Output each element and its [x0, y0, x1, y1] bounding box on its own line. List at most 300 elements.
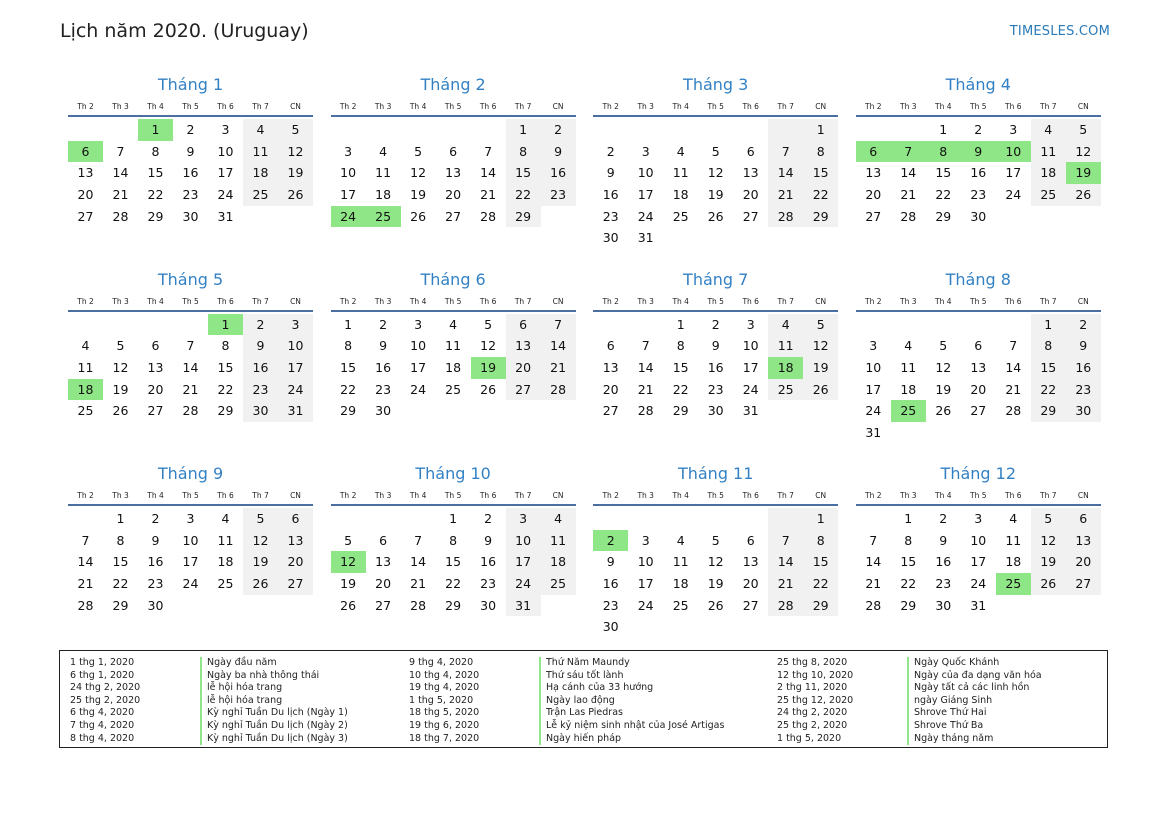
day-cell: 16: [480, 554, 497, 570]
empty-day-cell: [856, 314, 891, 336]
day-cell: 30: [1066, 400, 1101, 422]
months-grid: [68, 73, 1101, 657]
day-cell: 27: [865, 208, 882, 224]
day-cell: 20: [77, 187, 94, 203]
day-cell: 25: [243, 184, 278, 206]
day-cell: 24: [182, 576, 199, 592]
day-cell: 10: [182, 532, 199, 548]
empty-day-cell: [628, 508, 663, 530]
day-cell: 28: [480, 208, 497, 224]
day-cell: 27: [77, 208, 94, 224]
day-cell: 3: [506, 508, 541, 530]
day-cell: 12: [1066, 141, 1101, 163]
weekday-label: Th 5: [707, 491, 724, 500]
weekday-label: Th 6: [479, 102, 497, 111]
day-cell: 25: [217, 576, 234, 592]
day-cell: 31: [970, 597, 987, 613]
day-cell: 28: [410, 597, 427, 613]
legend-row: [777, 657, 1042, 670]
day-cell: 17: [506, 551, 541, 573]
empty-day-cell: [103, 119, 138, 141]
day-cell: 7: [869, 532, 878, 548]
day-cell: 1: [1031, 314, 1066, 336]
day-cell: 9: [484, 532, 493, 548]
weekday-label: Th 3: [900, 491, 917, 500]
day-cell: 21: [541, 357, 576, 379]
day-cell: 18: [672, 187, 689, 203]
day-cell: 15: [900, 554, 917, 570]
day-cell: 28: [768, 595, 803, 617]
holiday-day-cell: 1: [138, 119, 173, 141]
holiday-name: Ngày lao động: [539, 695, 615, 708]
site-link[interactable]: TIMESLES.COM: [1009, 24, 1110, 39]
day-cell: 5: [116, 338, 125, 354]
day-cell: 23: [480, 576, 497, 592]
weekday-label: Th 6: [742, 296, 759, 306]
month-calendar: [593, 462, 838, 657]
day-cell: 21: [900, 187, 917, 203]
header-divider: [856, 115, 1101, 117]
day-cell: 10: [278, 335, 313, 357]
legend-row: [409, 670, 724, 683]
holiday-date: 1 thg 5, 2020: [777, 732, 842, 744]
day-grid: [68, 508, 313, 616]
day-cell: 7: [1009, 338, 1018, 354]
day-cell: 30: [243, 400, 278, 422]
day-cell: 19: [935, 381, 952, 397]
legend-row: [70, 720, 348, 733]
day-cell: 21: [865, 576, 882, 592]
holiday-name: Shrove Thứ Hai: [907, 707, 987, 720]
empty-day-cell: [856, 119, 891, 141]
weekday-label: Th 3: [374, 296, 392, 306]
day-cell: 17: [278, 357, 313, 379]
day-cell: 28: [637, 403, 654, 419]
empty-day-cell: [628, 119, 663, 141]
weekday-label: Th 4: [935, 102, 952, 111]
empty-day-cell: [68, 508, 103, 530]
day-cell: 14: [768, 551, 803, 573]
holiday-day-cell: 24: [331, 206, 366, 228]
header-divider: [593, 115, 838, 117]
weekday-label: Th 6: [479, 491, 497, 500]
day-cell: 15: [147, 165, 164, 181]
weekday-label: Th 3: [900, 102, 917, 111]
day-cell: 2: [243, 314, 278, 336]
holiday-date: 25 thg 2, 2020: [70, 694, 141, 706]
day-cell: 15: [340, 359, 357, 375]
day-cell: 2: [186, 122, 195, 137]
day-cell: 26: [935, 403, 952, 419]
empty-day-cell: [961, 314, 996, 336]
weekday-label: Th 3: [637, 102, 654, 111]
day-cell: 4: [676, 143, 685, 159]
month-name: Tháng 1: [157, 75, 224, 94]
day-cell: 12: [1031, 530, 1066, 552]
weekday-label: CN: [290, 491, 301, 500]
day-cell: 26: [803, 379, 838, 401]
holiday-name: Trận Las Piedras: [539, 707, 623, 720]
weekday-label: Th 2: [77, 296, 94, 306]
holiday-name: Lễ kỷ niệm sinh nhật của José Artigas: [539, 720, 724, 733]
weekday-label: Th 3: [900, 296, 917, 306]
legend-row: [70, 707, 348, 720]
day-cell: 17: [217, 165, 234, 181]
day-cell: 21: [410, 576, 427, 592]
day-cell: 6: [449, 143, 458, 159]
legend-row: [409, 682, 724, 695]
day-cell: 23: [375, 381, 392, 397]
weekday-label: CN: [1077, 296, 1089, 306]
weekday-label: Th 7: [777, 491, 794, 500]
day-cell: 22: [340, 381, 357, 397]
day-cell: 16: [541, 162, 576, 184]
weekday-label: Th 4: [672, 296, 689, 306]
holiday-name: Shrove Thứ Ba: [907, 720, 983, 733]
weekday-label: Th 2: [602, 491, 619, 500]
day-cell: 28: [182, 403, 199, 419]
empty-day-cell: [103, 314, 138, 336]
day-cell: 15: [112, 554, 129, 570]
weekday-label: Th 7: [514, 491, 532, 500]
day-grid: [68, 119, 313, 227]
day-cell: 29: [112, 597, 129, 613]
day-cell: 14: [182, 359, 199, 375]
weekday-header: [856, 99, 1101, 114]
day-cell: 1: [344, 316, 353, 332]
day-cell: 25: [768, 379, 803, 401]
weekday-label: Th 3: [637, 296, 654, 306]
day-cell: 19: [278, 162, 313, 184]
day-cell: 12: [707, 165, 724, 181]
day-cell: 24: [217, 187, 234, 203]
holiday-day-cell: 19: [1066, 162, 1101, 184]
day-cell: 18: [375, 187, 392, 203]
day-cell: 6: [506, 314, 541, 336]
day-cell: 23: [970, 187, 987, 203]
holiday-date: 10 thg 4, 2020: [409, 669, 480, 681]
day-cell: 9: [606, 554, 615, 570]
day-cell: 27: [742, 208, 759, 224]
day-cell: 23: [602, 208, 619, 224]
weekday-header: [593, 294, 838, 309]
day-cell: 18: [217, 554, 234, 570]
day-cell: 16: [182, 165, 199, 181]
day-cell: 6: [278, 508, 313, 530]
weekday-label: Th 4: [935, 296, 952, 306]
day-cell: 25: [541, 573, 576, 595]
holiday-name: Ngày tất cả các linh hồn: [907, 682, 1029, 695]
day-grid: [856, 508, 1101, 616]
empty-day-cell: [698, 508, 733, 530]
day-cell: 31: [278, 400, 313, 422]
day-cell: 12: [243, 530, 278, 552]
day-cell: 10: [865, 359, 882, 375]
day-cell: 24: [637, 597, 654, 613]
weekday-label: Th 2: [602, 102, 619, 111]
day-cell: 24: [865, 403, 882, 419]
day-cell: 26: [480, 381, 497, 397]
day-cell: 7: [768, 530, 803, 552]
day-cell: 25: [445, 381, 462, 397]
day-cell: 11: [1005, 532, 1022, 548]
day-cell: 26: [340, 597, 357, 613]
day-cell: 17: [970, 554, 987, 570]
weekday-label: CN: [815, 491, 827, 500]
holiday-day-cell: 18: [768, 357, 803, 379]
day-cell: 15: [506, 162, 541, 184]
weekday-label: Th 4: [409, 296, 427, 306]
weekday-label: Th 6: [1005, 296, 1022, 306]
holiday-name: Ngày Quốc Khánh: [907, 657, 999, 670]
weekday-label: Th 7: [777, 102, 794, 111]
day-cell: 16: [970, 165, 987, 181]
day-cell: 26: [1031, 573, 1066, 595]
holiday-date: 24 thg 2, 2020: [777, 707, 848, 719]
day-cell: 29: [803, 595, 838, 617]
day-cell: 2: [151, 511, 160, 526]
day-cell: 19: [243, 551, 278, 573]
empty-day-cell: [436, 119, 471, 141]
day-cell: 2: [974, 122, 983, 137]
day-cell: 15: [217, 359, 234, 375]
weekday-label: Th 3: [112, 491, 129, 500]
header-divider: [68, 310, 313, 312]
holiday-name: Thứ sáu tốt lành: [539, 670, 623, 683]
day-cell: 1: [803, 508, 838, 530]
month-calendar: [856, 268, 1101, 463]
day-cell: 24: [970, 576, 987, 592]
weekday-label: CN: [552, 491, 564, 500]
day-cell: 24: [506, 573, 541, 595]
month-calendar: [331, 268, 576, 463]
legend-row: [409, 707, 724, 720]
weekday-label: Th 6: [217, 491, 234, 500]
day-cell: 14: [77, 554, 94, 570]
weekday-label: Th 5: [970, 296, 987, 306]
holiday-date: 9 thg 4, 2020: [409, 657, 474, 668]
day-cell: 3: [344, 143, 353, 159]
day-cell: 18: [541, 551, 576, 573]
header-divider: [331, 504, 576, 506]
day-cell: 13: [445, 165, 462, 181]
day-cell: 8: [449, 532, 458, 548]
day-cell: 1: [676, 316, 685, 332]
day-cell: 5: [711, 532, 720, 548]
day-cell: 21: [182, 381, 199, 397]
holiday-day-cell: 9: [961, 141, 996, 163]
day-cell: 10: [742, 338, 759, 354]
day-grid: [331, 119, 576, 227]
empty-day-cell: [593, 314, 628, 336]
header-divider: [593, 504, 838, 506]
day-cell: 19: [803, 357, 838, 379]
day-cell: 10: [637, 554, 654, 570]
day-cell: 20: [1066, 551, 1101, 573]
day-cell: 7: [541, 314, 576, 336]
day-cell: 15: [803, 162, 838, 184]
day-cell: 12: [707, 554, 724, 570]
day-cell: 9: [379, 338, 388, 354]
day-cell: 18: [445, 359, 462, 375]
weekday-label: Th 4: [147, 102, 164, 111]
day-cell: 13: [506, 335, 541, 357]
day-cell: 5: [939, 338, 948, 354]
weekday-label: Th 7: [514, 102, 532, 111]
legend-row: [409, 720, 724, 733]
day-cell: 2: [711, 316, 720, 332]
day-cell: 30: [970, 208, 987, 224]
legend-row: [70, 695, 348, 708]
month-name: Tháng 9: [157, 464, 224, 483]
day-cell: 13: [865, 165, 882, 181]
day-cell: 27: [147, 403, 164, 419]
day-cell: 30: [602, 230, 619, 246]
day-cell: 23: [602, 597, 619, 613]
day-cell: 17: [410, 359, 427, 375]
weekday-label: Th 2: [339, 296, 357, 306]
day-cell: 29: [506, 206, 541, 228]
header-divider: [331, 115, 576, 117]
holiday-day-cell: 18: [68, 379, 103, 401]
day-cell: 11: [900, 359, 917, 375]
holiday-date: 19 thg 6, 2020: [409, 719, 480, 731]
holiday-date: 7 thg 4, 2020: [70, 719, 135, 731]
day-cell: 25: [672, 208, 689, 224]
day-cell: 7: [414, 532, 423, 548]
day-cell: 16: [375, 359, 392, 375]
day-cell: 22: [445, 576, 462, 592]
day-cell: 3: [221, 122, 230, 137]
legend-row: [409, 695, 724, 708]
day-cell: 30: [375, 403, 392, 419]
day-cell: 30: [147, 597, 164, 613]
month-calendar: [68, 73, 313, 268]
day-cell: 13: [77, 165, 94, 181]
day-cell: 10: [970, 532, 987, 548]
day-cell: 31: [865, 424, 882, 440]
day-cell: 2: [484, 511, 493, 526]
empty-day-cell: [173, 314, 208, 336]
day-cell: 27: [445, 208, 462, 224]
day-cell: 8: [221, 338, 230, 354]
weekday-label: Th 5: [182, 296, 199, 306]
day-cell: 19: [1031, 551, 1066, 573]
empty-day-cell: [401, 119, 436, 141]
empty-day-cell: [68, 314, 103, 336]
holiday-legend: [59, 650, 1108, 748]
weekday-label: CN: [1077, 102, 1089, 111]
holiday-name: lễ hội hóa trang: [200, 682, 282, 695]
day-cell: 8: [344, 338, 353, 354]
day-cell: 25: [672, 597, 689, 613]
day-cell: 4: [541, 508, 576, 530]
day-cell: 9: [606, 165, 615, 181]
empty-day-cell: [856, 508, 891, 530]
empty-day-cell: [996, 314, 1031, 336]
day-cell: 16: [935, 554, 952, 570]
day-cell: 4: [676, 532, 685, 548]
day-cell: 26: [410, 208, 427, 224]
day-cell: 30: [707, 403, 724, 419]
holiday-day-cell: 8: [926, 141, 961, 163]
holiday-day-cell: 25: [366, 206, 401, 228]
holiday-day-cell: 10: [996, 141, 1031, 163]
weekday-label: Th 5: [444, 296, 462, 306]
day-grid: [593, 508, 838, 638]
day-cell: 14: [112, 165, 129, 181]
holiday-name: Kỳ nghỉ Tuần Du lịch (Ngày 1): [200, 707, 348, 720]
day-cell: 13: [602, 359, 619, 375]
day-cell: 12: [410, 165, 427, 181]
holiday-day-cell: 1: [208, 314, 243, 336]
weekday-label: Th 2: [77, 102, 94, 111]
day-cell: 22: [935, 187, 952, 203]
day-cell: 20: [742, 187, 759, 203]
day-cell: 9: [541, 141, 576, 163]
legend-row: [777, 682, 1042, 695]
day-cell: 20: [506, 357, 541, 379]
day-cell: 28: [900, 208, 917, 224]
day-cell: 7: [768, 141, 803, 163]
weekday-header: [593, 488, 838, 503]
weekday-header: [593, 99, 838, 114]
day-cell: 27: [506, 379, 541, 401]
legend-row: [777, 733, 1042, 746]
day-cell: 8: [506, 141, 541, 163]
day-cell: 11: [77, 359, 94, 375]
empty-day-cell: [68, 119, 103, 141]
empty-day-cell: [471, 119, 506, 141]
day-cell: 17: [637, 576, 654, 592]
day-cell: 28: [1005, 403, 1022, 419]
day-cell: 19: [340, 576, 357, 592]
day-cell: 29: [1031, 400, 1066, 422]
day-cell: 21: [768, 184, 803, 206]
day-cell: 14: [541, 335, 576, 357]
day-cell: 2: [606, 143, 615, 159]
day-cell: 20: [742, 576, 759, 592]
weekday-label: Th 6: [1005, 102, 1022, 111]
day-cell: 11: [217, 532, 234, 548]
day-cell: 29: [340, 403, 357, 419]
day-cell: 26: [243, 573, 278, 595]
day-cell: 29: [147, 208, 164, 224]
day-grid: [593, 314, 838, 422]
day-cell: 3: [1009, 122, 1018, 137]
day-cell: 5: [711, 143, 720, 159]
day-cell: 18: [1031, 162, 1066, 184]
holiday-name: lễ hội hóa trang: [200, 695, 282, 708]
day-cell: 20: [970, 381, 987, 397]
day-cell: 9: [243, 335, 278, 357]
day-cell: 6: [974, 338, 983, 354]
weekday-label: Th 2: [339, 491, 357, 500]
weekday-header: [331, 294, 576, 309]
day-cell: 27: [1066, 573, 1101, 595]
day-cell: 10: [340, 165, 357, 181]
holiday-name: Kỳ nghỉ Tuần Du lịch (Ngày 3): [200, 733, 348, 746]
day-cell: 22: [506, 184, 541, 206]
day-cell: 1: [939, 122, 948, 137]
holiday-day-cell: 25: [996, 573, 1031, 595]
day-cell: 2: [1066, 314, 1101, 336]
day-cell: 6: [746, 143, 755, 159]
weekday-label: Th 5: [182, 491, 199, 500]
holiday-date: 19 thg 4, 2020: [409, 682, 480, 694]
day-cell: 4: [1031, 119, 1066, 141]
day-cell: 21: [480, 187, 497, 203]
